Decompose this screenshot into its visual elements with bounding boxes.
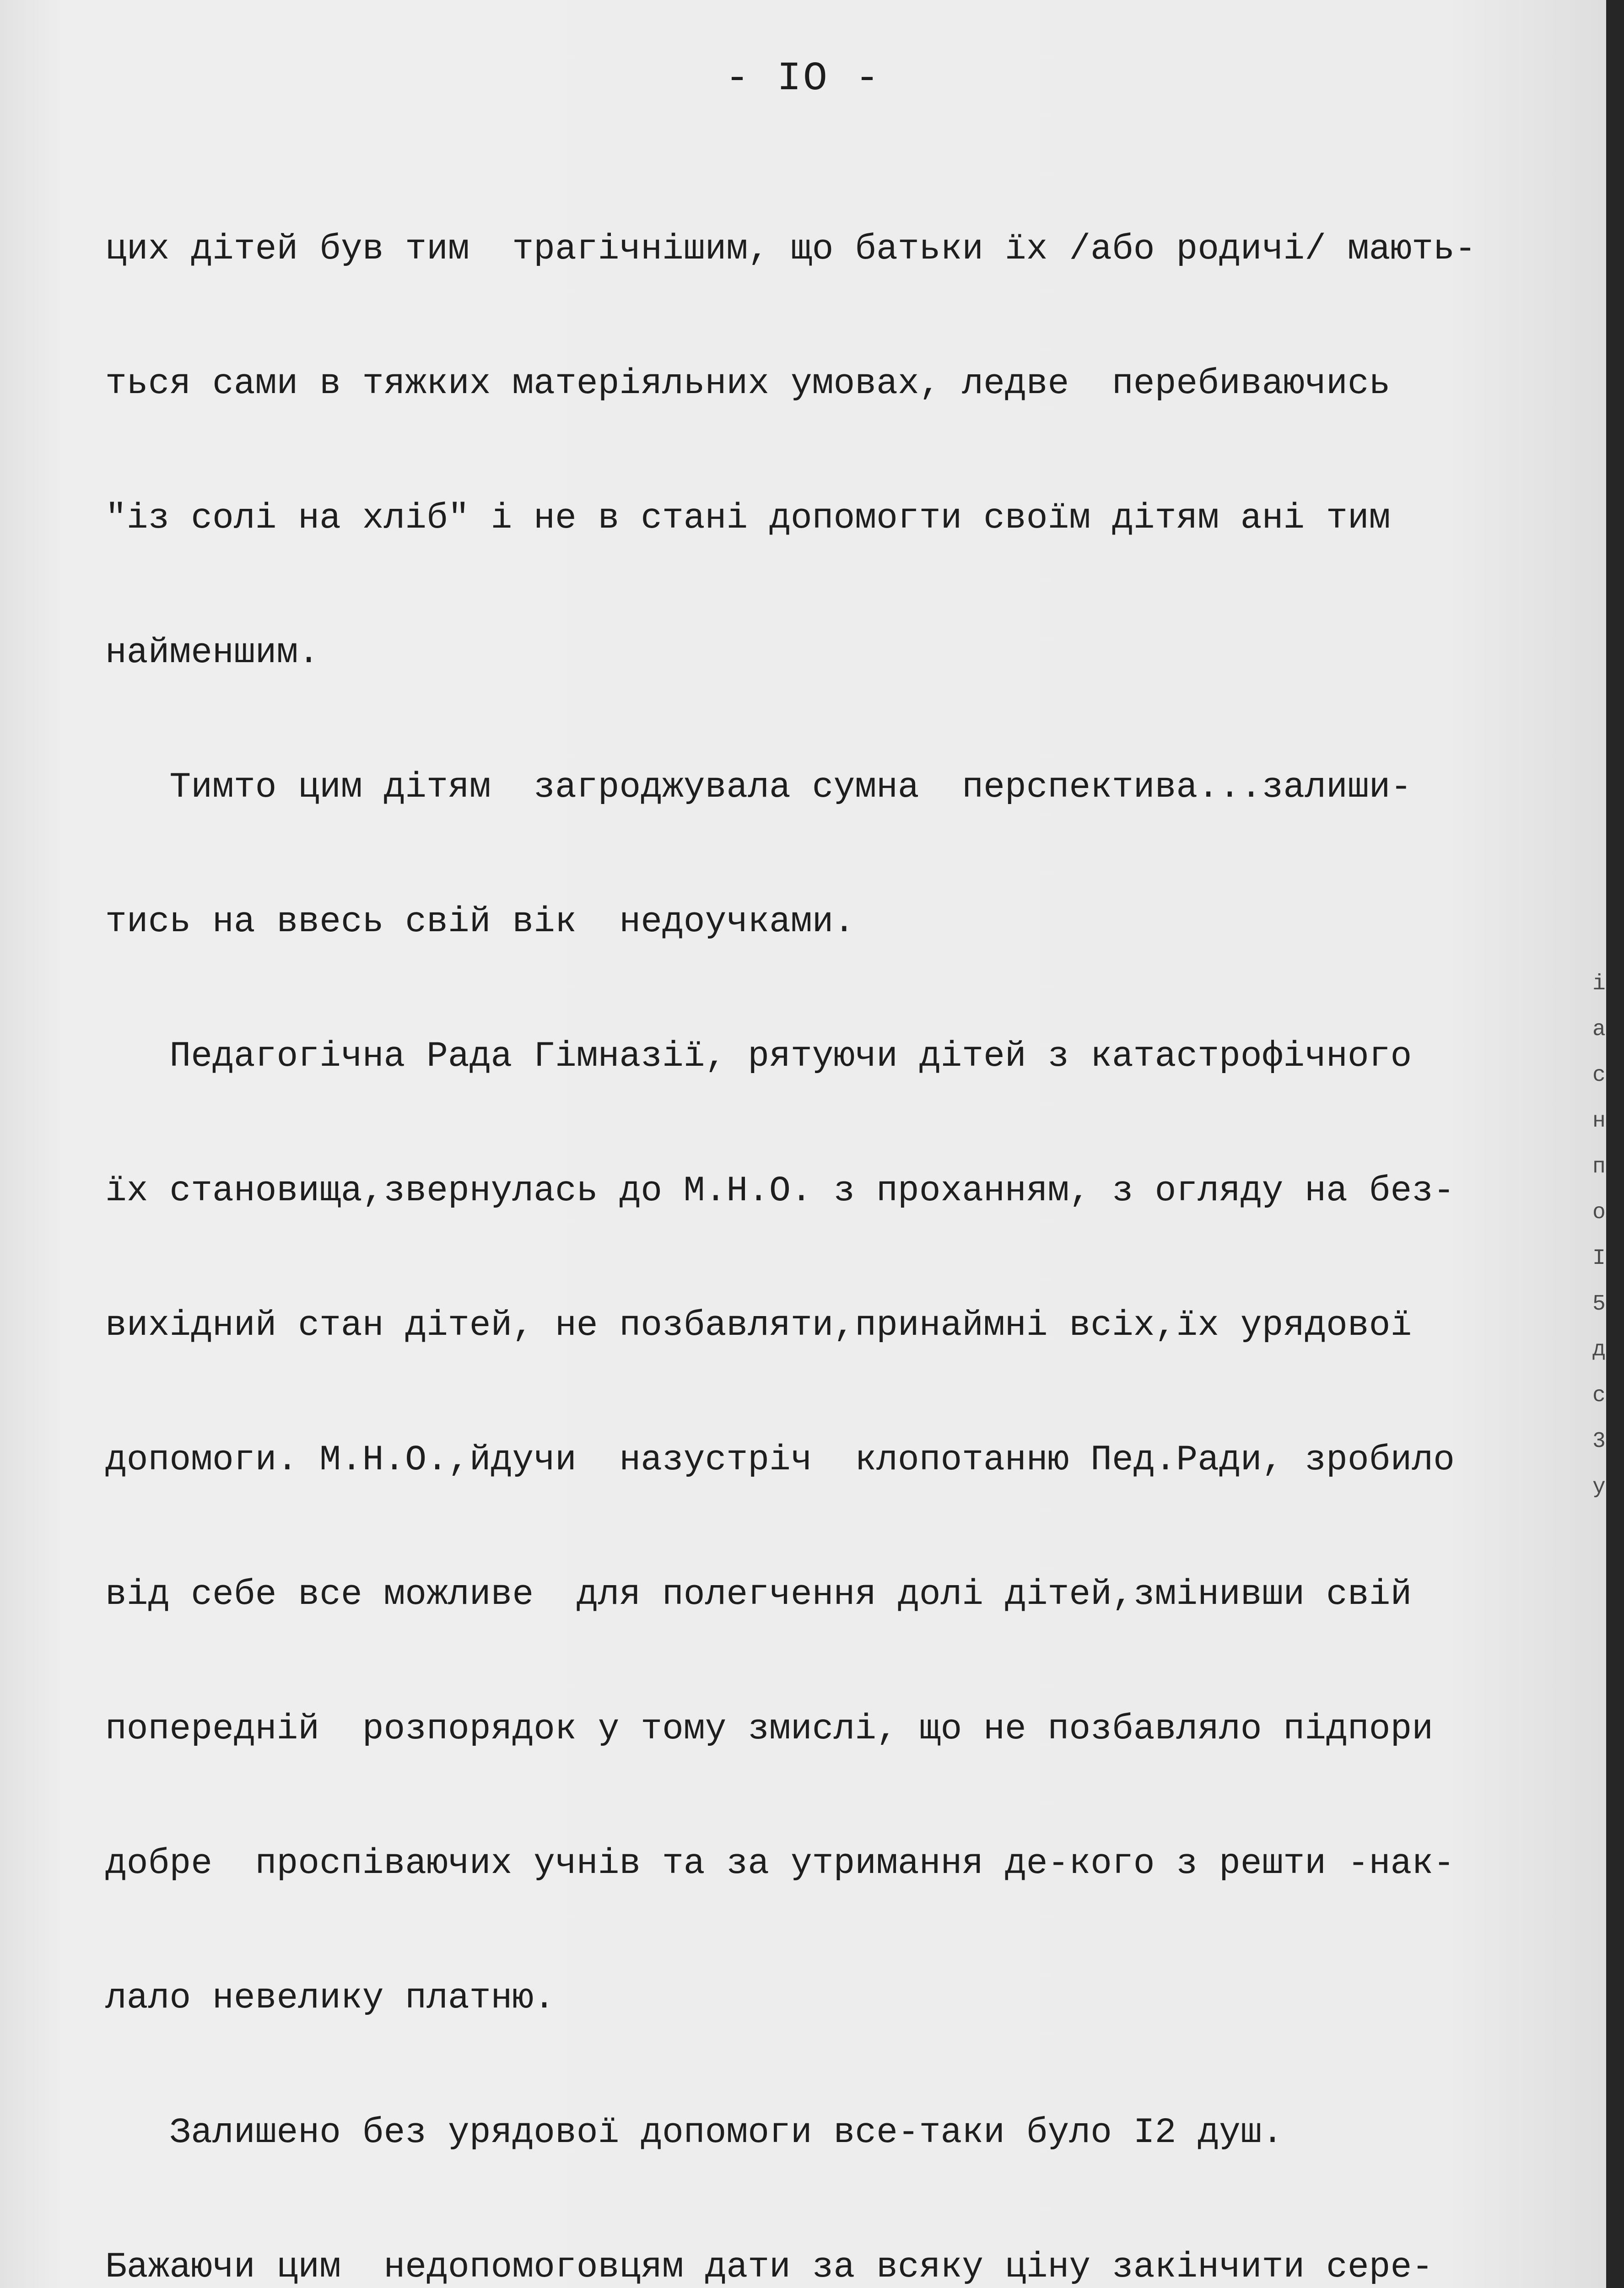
edge-fragment: і [1592,971,1606,996]
edge-fragment: I [1592,1246,1606,1271]
text-line: добре проспіваючих учнів та за утримання де-кого з решти -нак- [105,1844,1455,1884]
edge-fragment: а [1592,1017,1606,1042]
edge-fragment: с [1592,1063,1606,1088]
edge-fragment: н [1592,1109,1606,1133]
scan-border [1606,0,1624,2288]
text-line: Бажаючи цим недопомоговцям дати за всяку ціну закінчити сере- [105,2247,1434,2288]
edge-fragment: у [1592,1475,1606,1500]
text-line: "із солі на хліб" і не в стані допомогти своїм дітям ані тим [105,498,1391,539]
edge-fragment: 5 [1592,1292,1606,1317]
page-number: - IO - [725,56,881,102]
text-line: цих дітей був тим трагічнішим, що батьки їх /або родичі/ мають- [105,229,1476,270]
edge-fragment: д [1592,1338,1606,1362]
text-line: Залишено без урядової допомоги все-таки було I2 душ. [105,2113,1284,2153]
edge-fragment: п [1592,1155,1606,1179]
text-line: ться сами в тяжких матеріяльних умовах, ледве перебиваючись [105,364,1391,404]
edge-fragment: 3 [1592,1429,1606,1454]
page-body [105,137,1524,2288]
text-line: Педагогічна Рада Гімназії, рятуючи дітей з катастрофічного [105,1036,1412,1077]
text-line: від себе все можливе для полегчення долі дітей,змінивши свій [105,1575,1412,1615]
edge-fragment: о [1592,1200,1606,1225]
text-line: вихідний стан дітей, не позбавляти,принаймні всіх,їх урядової [105,1306,1412,1346]
text-line: їх становища,звернулась до М.Н.О. з проханням, з огляду на без- [105,1171,1455,1211]
text-line: допомоги. М.Н.О.,йдучи назустріч клопотанню Пед.Ради, зробило [105,1440,1455,1480]
text-line: лало невелику платню. [105,1978,555,2018]
text-line: найменшим. [105,633,320,673]
next-page-edge-fragments [1592,961,1606,1510]
text-line: попередній розпорядок у тому змислі, що не позбавляло підпори [105,1709,1434,1749]
text-line: тись на ввесь свій вік недоучками. [105,902,855,942]
text-line: Тимто цим дітям загроджувала сумна перспектива...залиши- [105,767,1412,808]
edge-fragment: с [1592,1383,1606,1408]
